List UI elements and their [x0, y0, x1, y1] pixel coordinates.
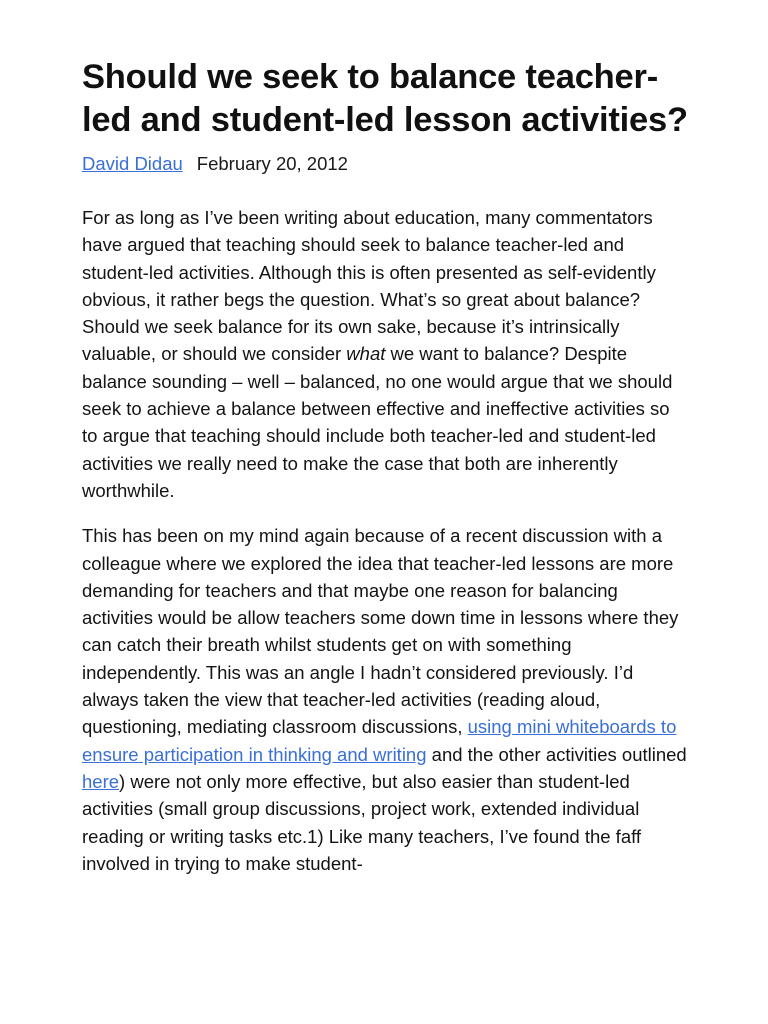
- paragraph-1: [82, 204, 688, 504]
- author-link[interactable]: David Didau: [82, 153, 183, 174]
- paragraph-2-text-b: and the other activities outlined: [426, 743, 687, 765]
- article-title: Should we seek to balance teacher-led and student-led lesson activities?: [82, 58, 688, 139]
- publish-date: February 20, 2012: [196, 153, 348, 174]
- paragraph-2: [82, 522, 688, 877]
- byline: [82, 151, 688, 177]
- here-link[interactable]: here: [82, 770, 120, 792]
- paragraph-1-emphasis: what: [346, 343, 386, 365]
- mini-whiteboards-link[interactable]: using mini whiteboards to ensure participation in thinking and writing: [82, 716, 677, 765]
- paragraph-1-text-a: For as long as I’ve been writing about education, many commentators have argued that teaching should seek to balance teacher-led and student-led activities. Although this is often presented as self-evidently obvious, it rather begs the question. What’s so great about balance? Should we seek balance for its own sake, because it’s intrinsically valuable, or should we consider: [82, 207, 656, 365]
- paragraph-1-text-b: we want to balance? Despite balance sounding – well – balanced, no one would argue that we should seek to achieve a balance between effective and ineffective activities so to argue that teaching should include both teacher-led and student-led activities we really need to make the case that both are inherently worthwhile.: [82, 343, 673, 501]
- paragraph-2-text-c: ) were not only more effective, but also easier than student-led activities (small group discussions, project work, extended individual reading or writing tasks etc.1) Like many teachers, I’ve found the faff involved in trying to make student-: [82, 770, 642, 874]
- article: [82, 56, 688, 895]
- paragraph-2-text-a: This has been on my mind again because of a recent discussion with a colleague where we explored the idea that teacher-led lessons are more demanding for teachers and that maybe one reason for balancing activities would be allow teachers some down time in lessons where they can catch their breath whilst students get on with something independently. This was an angle I hadn’t considered previously. I’d always taken the view that teacher-led activities (reading aloud, questioning, mediating classroom discussions,: [82, 525, 679, 738]
- article-body: [82, 204, 688, 877]
